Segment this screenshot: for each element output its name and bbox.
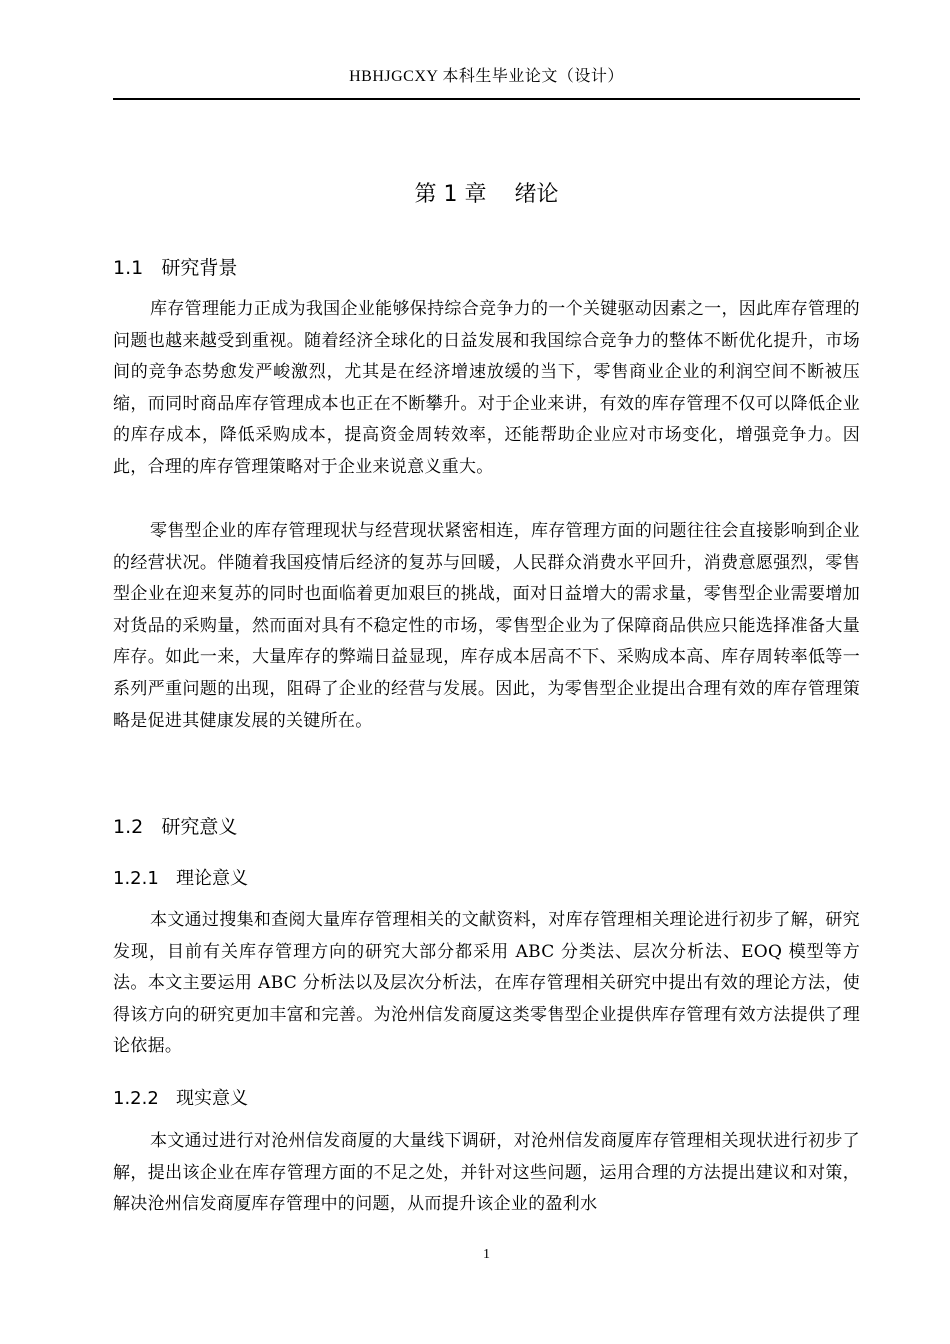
section-heading-1-2-2: 1.2.2 现实意义 [113,1088,248,1109]
paragraph-practice: 本文通过进行对沧州信发商厦的大量线下调研，对沧州信发商厦库存管理相关现状进行初步了解，提出该企业在库存管理方面的不足之处，并针对这些问题，运用合理的方法提出建议和对策，解决沧州信发商厦库存管理中的问题，从而提升该企业的盈利水 [113,1131,860,1215]
paragraph-background-2: 零售型企业的库存管理现状与经营现状紧密相连，库存管理方面的问题往往会直接影响到企业的经营状况。伴随着我国疫情后经济的复苏与回暖，人民群众消费水平回升，消费意愿强烈，零售型企业在迎来复苏的同时也面临着更加艰巨的挑战，面对日益增大的需求量，零售型企业需要增加对货品的采购量，然而面对具有不稳定性的市场，零售型企业为了保障商品供应只能选择准备大量库存。如此一来，大量库存的弊端日益显现，库存成本居高不下、采购成本高、库存周转率低等一系列严重问题的出现，阻碍了企业的经营与发展。因此，为零售型企业提出合理有效的库存管理策略是促进其健康发展的关键所在。 [113,521,860,731]
section-heading-1-2: 1.2 研究意义 [113,816,238,838]
paragraph-background-1: 库存管理能力正成为我国企业能够保持综合竞争力的一个关键驱动因素之一，因此库存管理的问题也越来越受到重视。随着经济全球化的日益发展和我国综合竞争力的整体不断优化提升，市场间的竞争态势愈发严峻激烈，尤其是在经济增速放缓的当下，零售商业企业的利润空间不断被压缩，而同时商品库存管理成本也正在不断攀升。对于企业来讲，有效的库存管理不仅可以降低企业的库存成本，降低采购成本，提高资金周转效率，还能帮助企业应对市场变化，增强竞争力。因此，合理的库存管理策略对于企业来说意义重大。 [113,299,860,477]
page-header: HBHJGCXY 本科生毕业论文（设计） [349,68,624,85]
header-rule [113,98,860,100]
section-heading-1-2-1: 1.2.1 理论意义 [113,868,248,889]
paragraph-theory: 本文通过搜集和查阅大量库存管理相关的文献资料，对库存管理相关理论进行初步了解，研究发现，目前有关库存管理方向的研究大部分都采用 ABC 分类法、层次分析法、EOQ 模型等方法。本文主要运用 ABC 分析法以及层次分析法，在库存管理相关研究中提出有效的理论方法，使得该方向的研究更加丰富和完善。为沧州信发商厦这类零售型企业提供库存管理有效方法提供了理论依据。 [113,910,860,1057]
page-number: 1 [483,1247,490,1262]
section-heading-1-1: 1.1 研究背景 [113,257,238,279]
chapter-title: 第 1 章 绪论 [414,182,559,207]
